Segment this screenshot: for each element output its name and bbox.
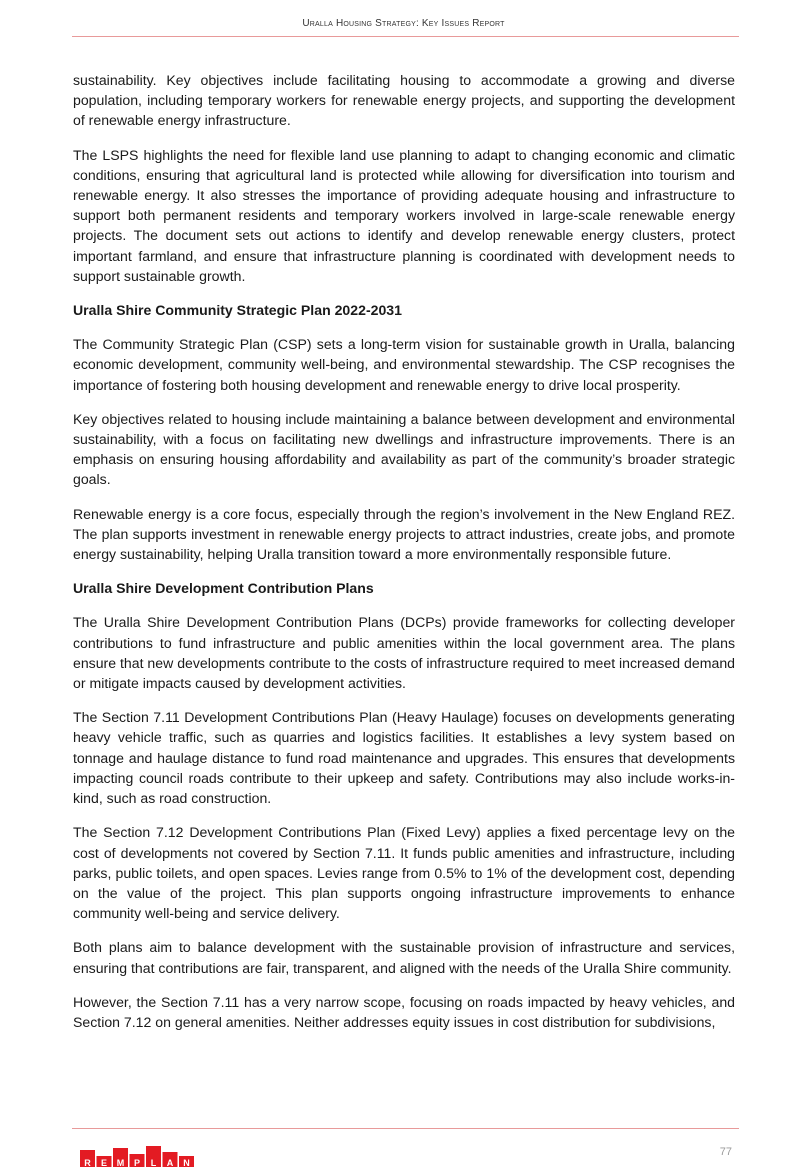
- logo-letter: N: [183, 1158, 190, 1167]
- body-paragraph: The Section 7.11 Development Contributions Plan (Heavy Haulage) focuses on developments generating heavy vehicle traffic, such as quarries and logistics facilities. It establishes a levy system based on tonnage and haulage distance to fund road maintenance and upgrades. This ensures that developments impacting council roads contribute to their upkeep and safety. Contributions may also include works-in-kind, such as road construction.: [73, 709, 735, 807]
- body-paragraph: The Section 7.12 Development Contributions Plan (Fixed Levy) applies a fixed percentage levy on the cost of developments not covered by Section 7.11. It funds public amenities and infrastructure, including parks, public toilets, and open spaces. Levies range from 0.5% to 1% of the development cost, depending on the value of the project. This plan supports ongoing infrastructure improvements to enhance community well-being and service delivery.: [73, 824, 735, 922]
- logo-letter: L: [150, 1158, 157, 1167]
- section-heading-dcp: Uralla Shire Development Contribution Plans: [73, 580, 374, 597]
- page-number: 77: [719, 1146, 732, 1158]
- body-paragraph: sustainability. Key objectives include facilitating housing to accommodate a growing and diverse population, including temporary workers for renewable energy projects, and supporting the development of renewable energy infrastructure.: [73, 72, 735, 129]
- logo-letter: P: [133, 1158, 141, 1167]
- footer-divider: [72, 1128, 739, 1129]
- body-paragraph: However, the Section 7.11 has a very narrow scope, focusing on roads impacted by heavy vehicles, and Section 7.12 on general amenities. Neither addresses equity issues in cost distribution for subdivisions,: [73, 993, 735, 1030]
- logo-letter: M: [116, 1158, 125, 1167]
- section-heading-csp: Uralla Shire Community Strategic Plan 2022-2031: [73, 302, 402, 319]
- body-paragraph: The Community Strategic Plan (CSP) sets a long-term vision for sustainable growth in Uralla, balancing economic development, community well-being, and environmental stewardship. The CSP recognises the importance of fostering both housing development and renewable energy to drive local prosperity.: [73, 336, 735, 393]
- document-body: [73, 70, 735, 1046]
- page-header: Uralla Housing Strategy: Key Issues Report: [302, 18, 505, 29]
- logo-letter: R: [84, 1158, 91, 1167]
- logo-letter: A: [166, 1158, 174, 1167]
- body-paragraph: Renewable energy is a core focus, especially through the region’s involvement in the New England REZ. The plan supports investment in renewable energy projects to attract industries, create jobs, and promote energy sustainability, helping Uralla transition toward a more environmentally responsible future.: [73, 505, 735, 563]
- body-paragraph: The Uralla Shire Development Contribution Plans (DCPs) provide frameworks for collecting developer contributions to fund infrastructure and public amenities within the local government area. The plans ensure that new developments contribute to the costs of infrastructure required to meet increased demand or mitigate impacts caused by development activities.: [73, 614, 735, 692]
- body-paragraph: Both plans aim to balance development with the sustainable provision of infrastructure and services, ensuring that contributions are fair, transparent, and aligned with the needs of the Uralla Shire community.: [73, 939, 735, 976]
- remplan-logo: [80, 1144, 198, 1167]
- body-paragraph: The LSPS highlights the need for flexible land use planning to adapt to changing economic and climatic conditions, ensuring that agricultural land is protected while allowing for diversification into tourism and renewable energy. It also stresses the importance of providing adequate housing and infrastructure to support both permanent residents and temporary workers involved in large-scale renewable energy projects. The document sets out actions to identify and develop renewable energy clusters, protect important farmland, and ensure that infrastructure planning is coordinated with development needs to support sustainable growth.: [73, 146, 735, 284]
- body-paragraph: Key objectives related to housing include maintaining a balance between development and environmental sustainability, with a focus on facilitating new dwellings and infrastructure improvements. There is an emphasis on ensuring housing affordability and availability as part of the community’s broader strategic goals.: [73, 410, 735, 488]
- logo-letter: E: [100, 1158, 108, 1167]
- header-divider: [72, 36, 739, 37]
